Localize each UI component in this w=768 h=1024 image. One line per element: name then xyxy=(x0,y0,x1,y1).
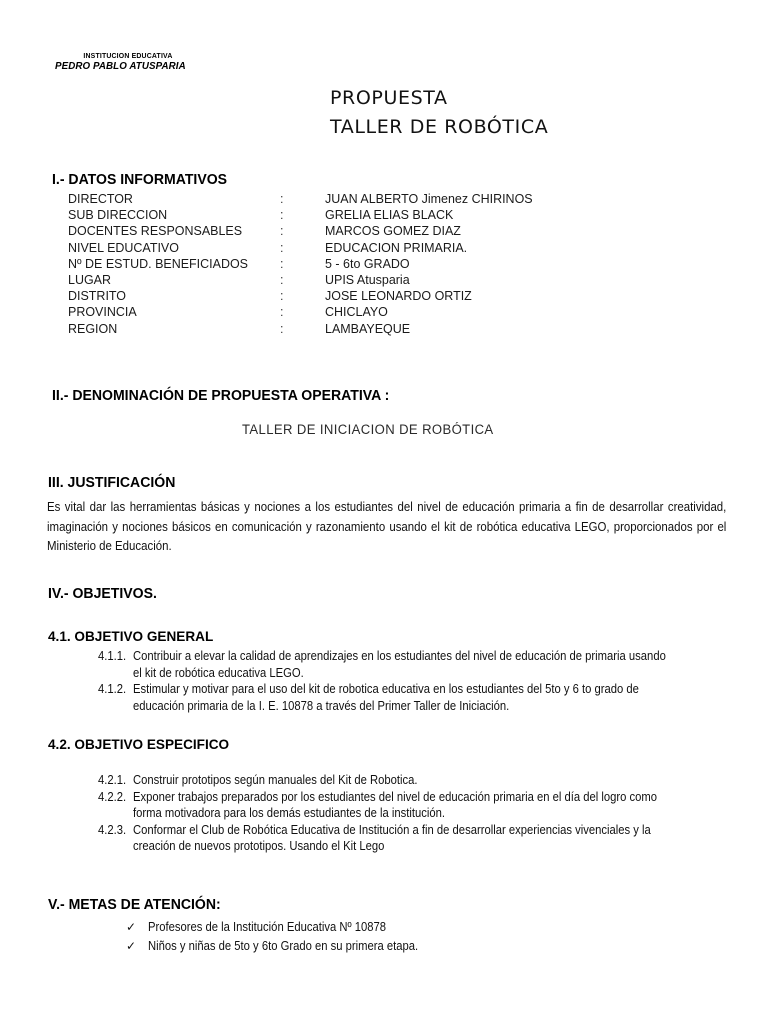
info-label: NIVEL EDUCATIVO xyxy=(68,239,179,255)
document-title-line-1: PROPUESTA xyxy=(330,87,448,109)
letterhead-institution-name: PEDRO PABLO ATUSPARIA xyxy=(55,59,186,72)
table-row xyxy=(68,241,541,257)
info-colon: : xyxy=(280,207,284,223)
list-item-text: Construir prototipos según manuales del Kit de Robotica. xyxy=(133,773,418,787)
info-colon: : xyxy=(280,304,284,320)
list-item xyxy=(98,789,730,822)
document-title xyxy=(330,84,548,143)
table-row xyxy=(68,305,541,321)
info-value: 5 - 6to GRADO xyxy=(325,255,410,271)
objetivo-especifico-list xyxy=(98,772,730,855)
info-label: PROVINCIA xyxy=(68,304,137,320)
list-item xyxy=(98,681,730,714)
info-value: EDUCACION PRIMARIA. xyxy=(325,239,468,255)
list-item-text: Conformar el Club de Robótica Educativa de Institución a fin de desarrollar experiencias vivenciales y la creación de nuevos prototipos. Usando el Kit Lego xyxy=(133,822,652,853)
table-row xyxy=(68,322,541,338)
check-icon: ✓ xyxy=(126,920,137,934)
list-item-text: Contribuir a elevar la calidad de aprendizajes en los estudiantes del nivel de educación de primaria usando el kit de robótica educativa LEGO. xyxy=(133,649,667,680)
list-item-number: 4.2.3. xyxy=(98,822,127,837)
list-item-number: 4.2.2. xyxy=(98,789,127,804)
info-colon: : xyxy=(280,255,284,271)
info-colon: : xyxy=(280,320,284,336)
info-value: JUAN ALBERTO Jimenez CHIRINOS xyxy=(325,191,533,206)
table-row xyxy=(68,192,541,208)
section-heading-objetivos: IV.- OBJETIVOS. xyxy=(48,586,157,602)
info-colon: : xyxy=(280,288,284,304)
info-colon: : xyxy=(280,271,284,287)
list-item-number: 4.1.1. xyxy=(98,649,127,663)
info-label: DISTRITO xyxy=(68,288,127,304)
info-colon: : xyxy=(280,239,284,255)
document-title-line-2: TALLER DE ROBÓTICA xyxy=(330,116,549,139)
section-heading-datos-informativos: I.- DATOS INFORMATIVOS xyxy=(52,172,228,188)
justificacion-paragraph: Es vital dar las herramientas básicas y nociones a los estudiantes del nivel de educación primaria a fin de desarrollar creatividad, imaginación y nociones básicos en comunicación y razonamiento usando el kit de robótica educativa LEGO, proporcionados por el Ministerio de Educación. xyxy=(47,499,727,553)
info-value: JOSE LEONARDO ORTIZ xyxy=(325,288,472,304)
datos-informativos-table xyxy=(68,192,541,338)
info-label: Nº DE ESTUD. BENEFICIADOS xyxy=(68,255,248,271)
section-heading-metas: V.- METAS DE ATENCIÓN: xyxy=(48,897,221,913)
table-row xyxy=(68,257,541,273)
list-item-text: Profesores de la Institución Educativa Nº 10878 xyxy=(148,920,387,934)
section-heading-denominacion: II.- DENOMINACIÓN DE PROPUESTA OPERATIVA : xyxy=(52,388,390,404)
metas-checklist xyxy=(126,918,448,956)
objetivo-general-list xyxy=(98,648,730,714)
table-row xyxy=(68,224,541,240)
list-item-text: Estimular y motivar para el uso del kit de robotica educativa en los estudiantes del 5to y 6 to grado de educación primaria de la I. E. 10878 a través del Primer Taller de Iniciación. xyxy=(133,682,640,713)
list-item xyxy=(98,822,730,855)
denominacion-value: TALLER DE INICIACION DE ROBÓTICA xyxy=(242,422,494,437)
list-item xyxy=(98,648,730,681)
datos-informativos-body xyxy=(68,192,541,338)
list-item xyxy=(126,918,448,937)
info-label: DIRECTOR xyxy=(68,191,133,206)
table-row xyxy=(68,208,541,224)
info-value: GRELIA ELIAS BLACK xyxy=(325,207,454,223)
list-item xyxy=(126,937,448,956)
list-item-number: 4.2.1. xyxy=(98,773,127,787)
info-label: REGION xyxy=(68,320,118,336)
letterhead-institution-label: INSTITUCION EDUCATIVA xyxy=(83,51,173,60)
section-heading-objetivo-general: 4.1. OBJETIVO GENERAL xyxy=(48,628,214,644)
list-item-text: Niños y niñas de 5to y 6to Grado en su primera etapa. xyxy=(148,939,419,953)
info-colon: : xyxy=(280,223,284,239)
table-row xyxy=(68,289,541,305)
section-heading-justificacion: III. JUSTIFICACIÓN xyxy=(48,475,176,491)
letterhead xyxy=(55,52,196,72)
info-label: DOCENTES RESPONSABLES xyxy=(68,223,243,239)
section-heading-objetivo-especifico: 4.2. OBJETIVO ESPECIFICO xyxy=(48,736,230,752)
info-value: CHICLAYO xyxy=(325,304,388,320)
info-value: MARCOS GOMEZ DIAZ xyxy=(325,223,461,239)
info-colon: : xyxy=(280,191,284,206)
table-row xyxy=(68,273,541,289)
list-item xyxy=(98,772,730,789)
list-item-number: 4.1.2. xyxy=(98,682,127,696)
check-icon: ✓ xyxy=(126,939,137,953)
info-value: UPIS Atusparia xyxy=(325,271,410,287)
info-label: LUGAR xyxy=(68,271,112,287)
info-value: LAMBAYEQUE xyxy=(325,320,411,336)
list-item-text: Exponer trabajos preparados por los estudiantes del nivel de educación primaria en el día del logro como forma motivadora para los demás estudiantes de la institución. xyxy=(133,789,658,820)
info-label: SUB DIRECCION xyxy=(68,207,168,223)
